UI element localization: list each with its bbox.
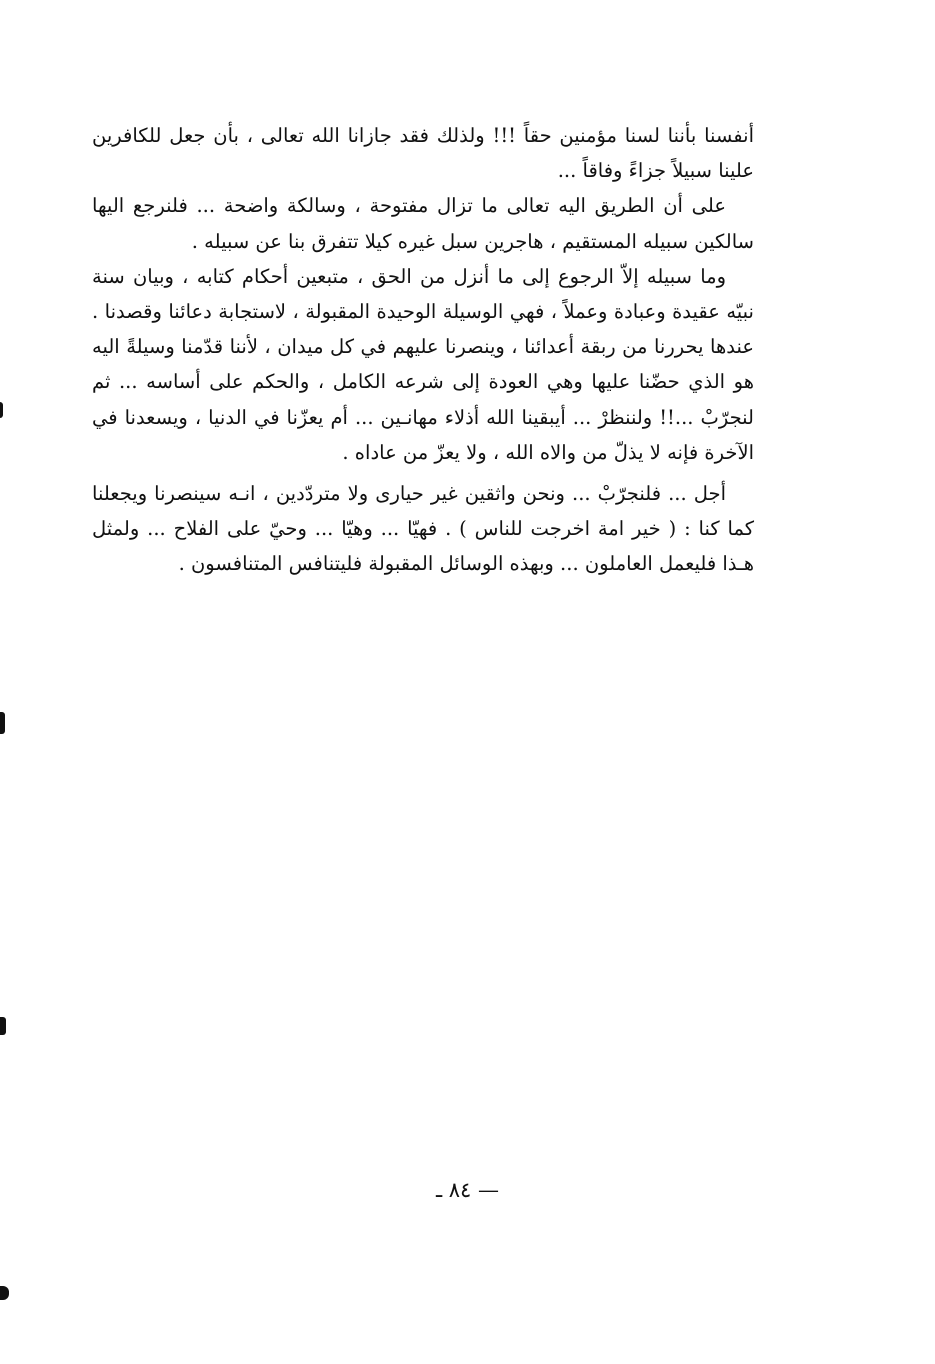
- text-line: سنة نبيّه عقيدة وعبادة وعملاً ، فهي الوسيلة الوحيدة المقبولة ، لاستجابة دعائنا: [92, 264, 754, 324]
- text-line: للكافرين علينا سبيلاً جزاءً وفاقاً ...: [92, 124, 754, 183]
- text-line: أجل ... فلنجرّبْ ... ونحن واثقين غير حيارى ولا متردّدين ، انـه: [228, 482, 726, 506]
- scan-edge-mark: [0, 1286, 9, 1300]
- text-line: على أن الطريق اليه تعالى ما تزال مفتوحة ، وسالكة واضحة ... فلنرجع: [132, 194, 726, 218]
- scan-edge-mark: [0, 1017, 6, 1035]
- scan-edge-mark: [0, 402, 3, 418]
- text-line: أم يعزّنا في الدنيا ، ويسعدنا في الآخرة فإنه لا يذلّ من والاه الله ، ولا يعزّ: [92, 405, 754, 464]
- paragraph-4: [92, 476, 754, 582]
- text-line: وحيّ على الفلاح ... ولمثل هـذا فليعمل العاملون ... وبهذه الوسائل المقبولة: [92, 517, 754, 576]
- text-line: اليها سالكين سبيله المستقيم ، هاجرين سبل غيره كيلا تتفرق بنا عن سبيله .: [92, 194, 754, 253]
- paragraph-3: [92, 259, 754, 470]
- text-line: وما سبيله إلاّ الرجوع إلى ما أنزل من الحق ، متبعين أحكام كتابه ، وبيان: [132, 264, 726, 288]
- text-line: على أساسه ... ثم لنجرّبْ ...!! ولننظرْ ... أيبقينا الله أذلاء مهانـين ...: [92, 370, 755, 429]
- body-text: [92, 118, 754, 582]
- paragraph-2: [92, 188, 754, 258]
- paragraph-1: [92, 118, 754, 188]
- text-line: من عاداه .: [342, 440, 429, 464]
- page-number: — ٨٤ ـ: [435, 1178, 500, 1202]
- text-line: أنفسنا بأننا لسنا مؤمنين حقاً !!! ولذلك فقد جازانا الله تعالى ، بأن جعل: [169, 124, 755, 147]
- scan-edge-mark: [0, 712, 5, 734]
- text-line: سينصرنا ويجعلنا كما كنا : ( خير امة اخرجت للناس ) . فهيّا ... وهيّا ...: [92, 482, 755, 541]
- text-line: وقصدنا . عندها يحررنا من ربقة أعدائنا ، وينصرنا عليهم في كل ميدان ، لأننا: [92, 300, 754, 359]
- text-line: قدّمنا وسيلةً اليه هو الذي حضّنا عليها وهي العودة إلى شرعه الكامل ، والحكم: [92, 335, 755, 394]
- text-line: فليتنافس المتنافسون .: [178, 552, 363, 576]
